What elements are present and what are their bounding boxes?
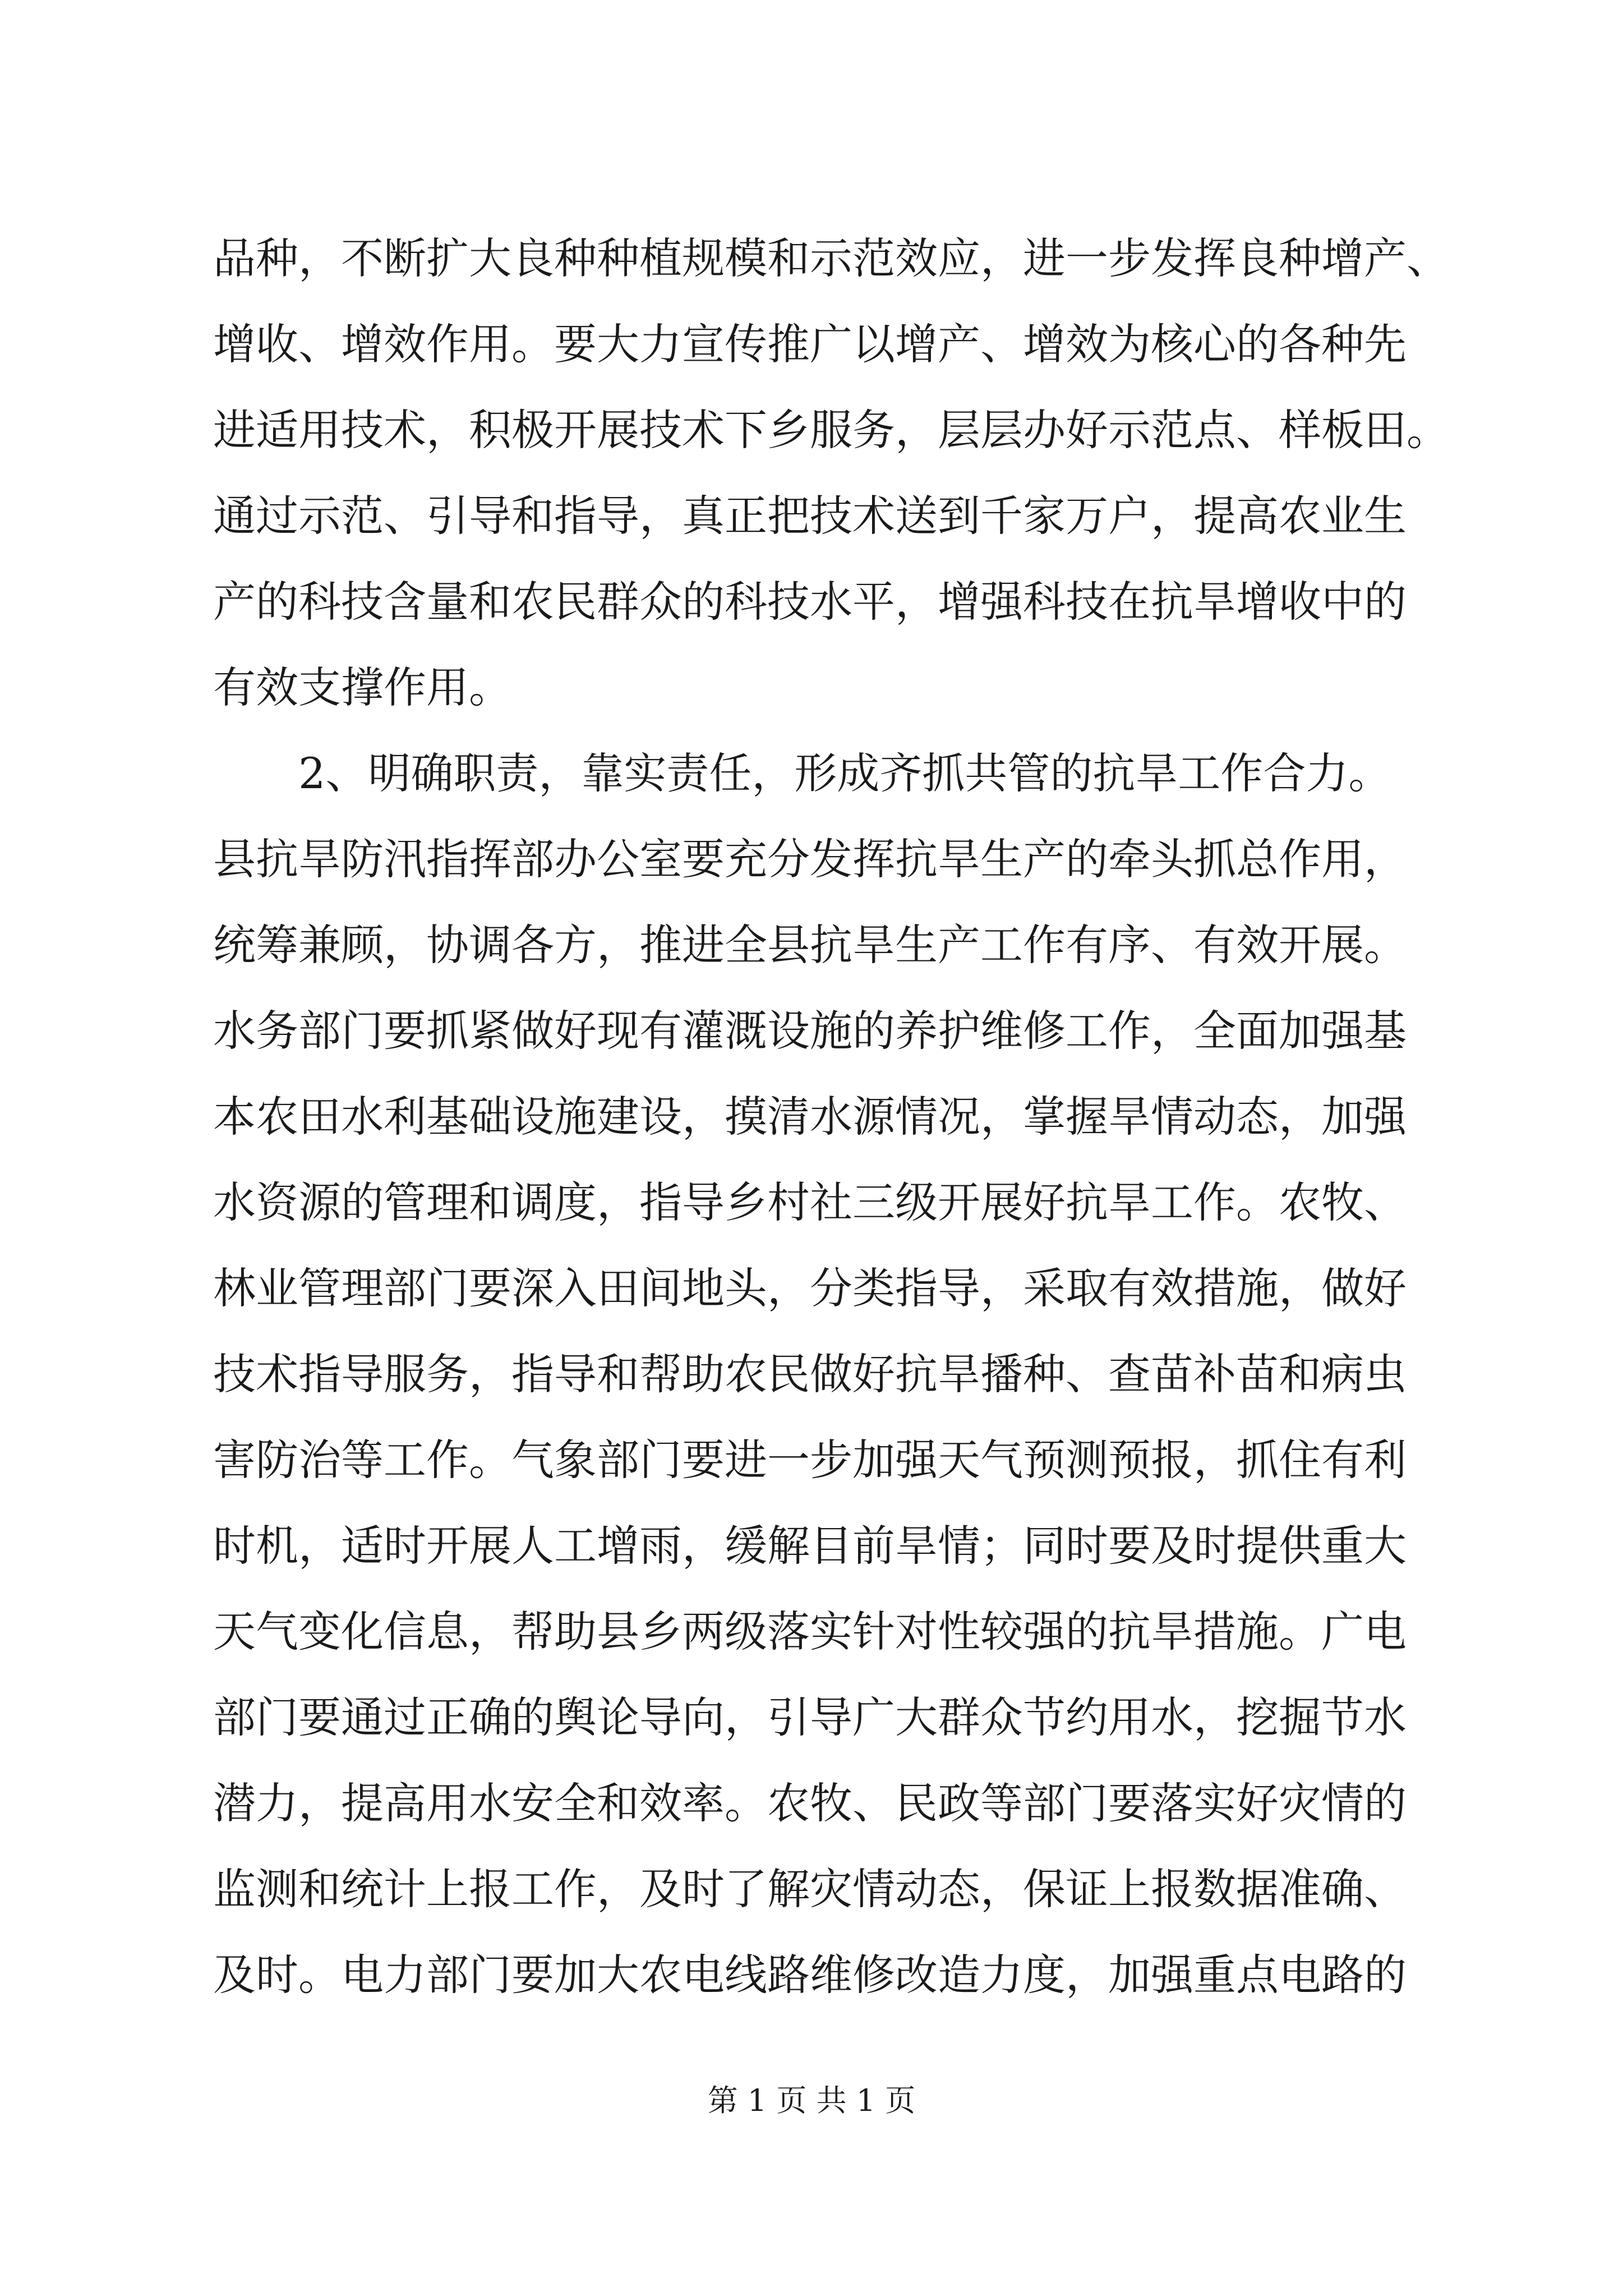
text-line: 通过示范、引导和指导，真正把技术送到千家万户，提高农业生	[213, 491, 1407, 541]
text-line: 水资源的管理和调度，指导乡村社三级开展好抗旱工作。农牧、	[213, 1177, 1407, 1227]
text-line: 潜力，提高用水安全和效率。农牧、民政等部门要落实好灾情的	[213, 1778, 1407, 1828]
text-line: 及时。电力部门要加大农电线路维修改造力度，加强重点电路的	[213, 1950, 1407, 2000]
text-line: 林业管理部门要深入田间地头，分类指导，采取有效措施，做好	[213, 1263, 1407, 1313]
text-line: 部门要通过正确的舆论导向，引导广大群众节约用水，挖掘节水	[213, 1692, 1407, 1742]
text-line: 时机，适时开展人工增雨，缓解目前旱情；同时要及时提供重大	[213, 1521, 1407, 1571]
text-line: 技术指导服务，指导和帮助农民做好抗旱播种、查苗补苗和病虫	[213, 1349, 1407, 1399]
text-line: 本农田水利基础设施建设，摸清水源情况，掌握旱情动态，加强	[213, 1092, 1407, 1142]
text-line: 监测和统计上报工作，及时了解灾情动态，保证上报数据准确、	[213, 1864, 1407, 1914]
text-line: 统筹兼顾，协调各方，推进全县抗旱生产工作有序、有效开展。	[213, 920, 1407, 970]
text-line: 增收、增效作用。要大力宣传推广以增产、增效为核心的各种先	[213, 319, 1407, 369]
text-line: 产的科技含量和农民群众的科技水平，增强科技在抗旱增收中的	[213, 577, 1407, 627]
section-heading: 2、明确职责，靠实责任，形成齐抓共管的抗旱工作合力。	[298, 748, 1391, 798]
text-line: 害防治等工作。气象部门要进一步加强天气预测预报，抓住有利	[213, 1435, 1407, 1485]
text-line: 品种，不断扩大良种种植规模和示范效应，进一步发挥良种增产、	[213, 233, 1449, 283]
page-footer: 第 1 页 共 1 页	[707, 2083, 916, 2118]
text-line: 县抗旱防汛指挥部办公室要充分发挥抗旱生产的牵头抓总作用，	[213, 834, 1407, 884]
text-line: 进适用技术，积极开展技术下乡服务，层层办好示范点、样板田。	[213, 405, 1449, 455]
body-text	[213, 215, 1449, 2018]
text-line: 天气变化信息，帮助县乡两级落实针对性较强的抗旱措施。广电	[213, 1607, 1407, 1657]
text-line: 水务部门要抓紧做好现有灌溉设施的养护维修工作，全面加强基	[213, 1006, 1407, 1056]
text-line: 有效支撑作用。	[213, 662, 511, 712]
